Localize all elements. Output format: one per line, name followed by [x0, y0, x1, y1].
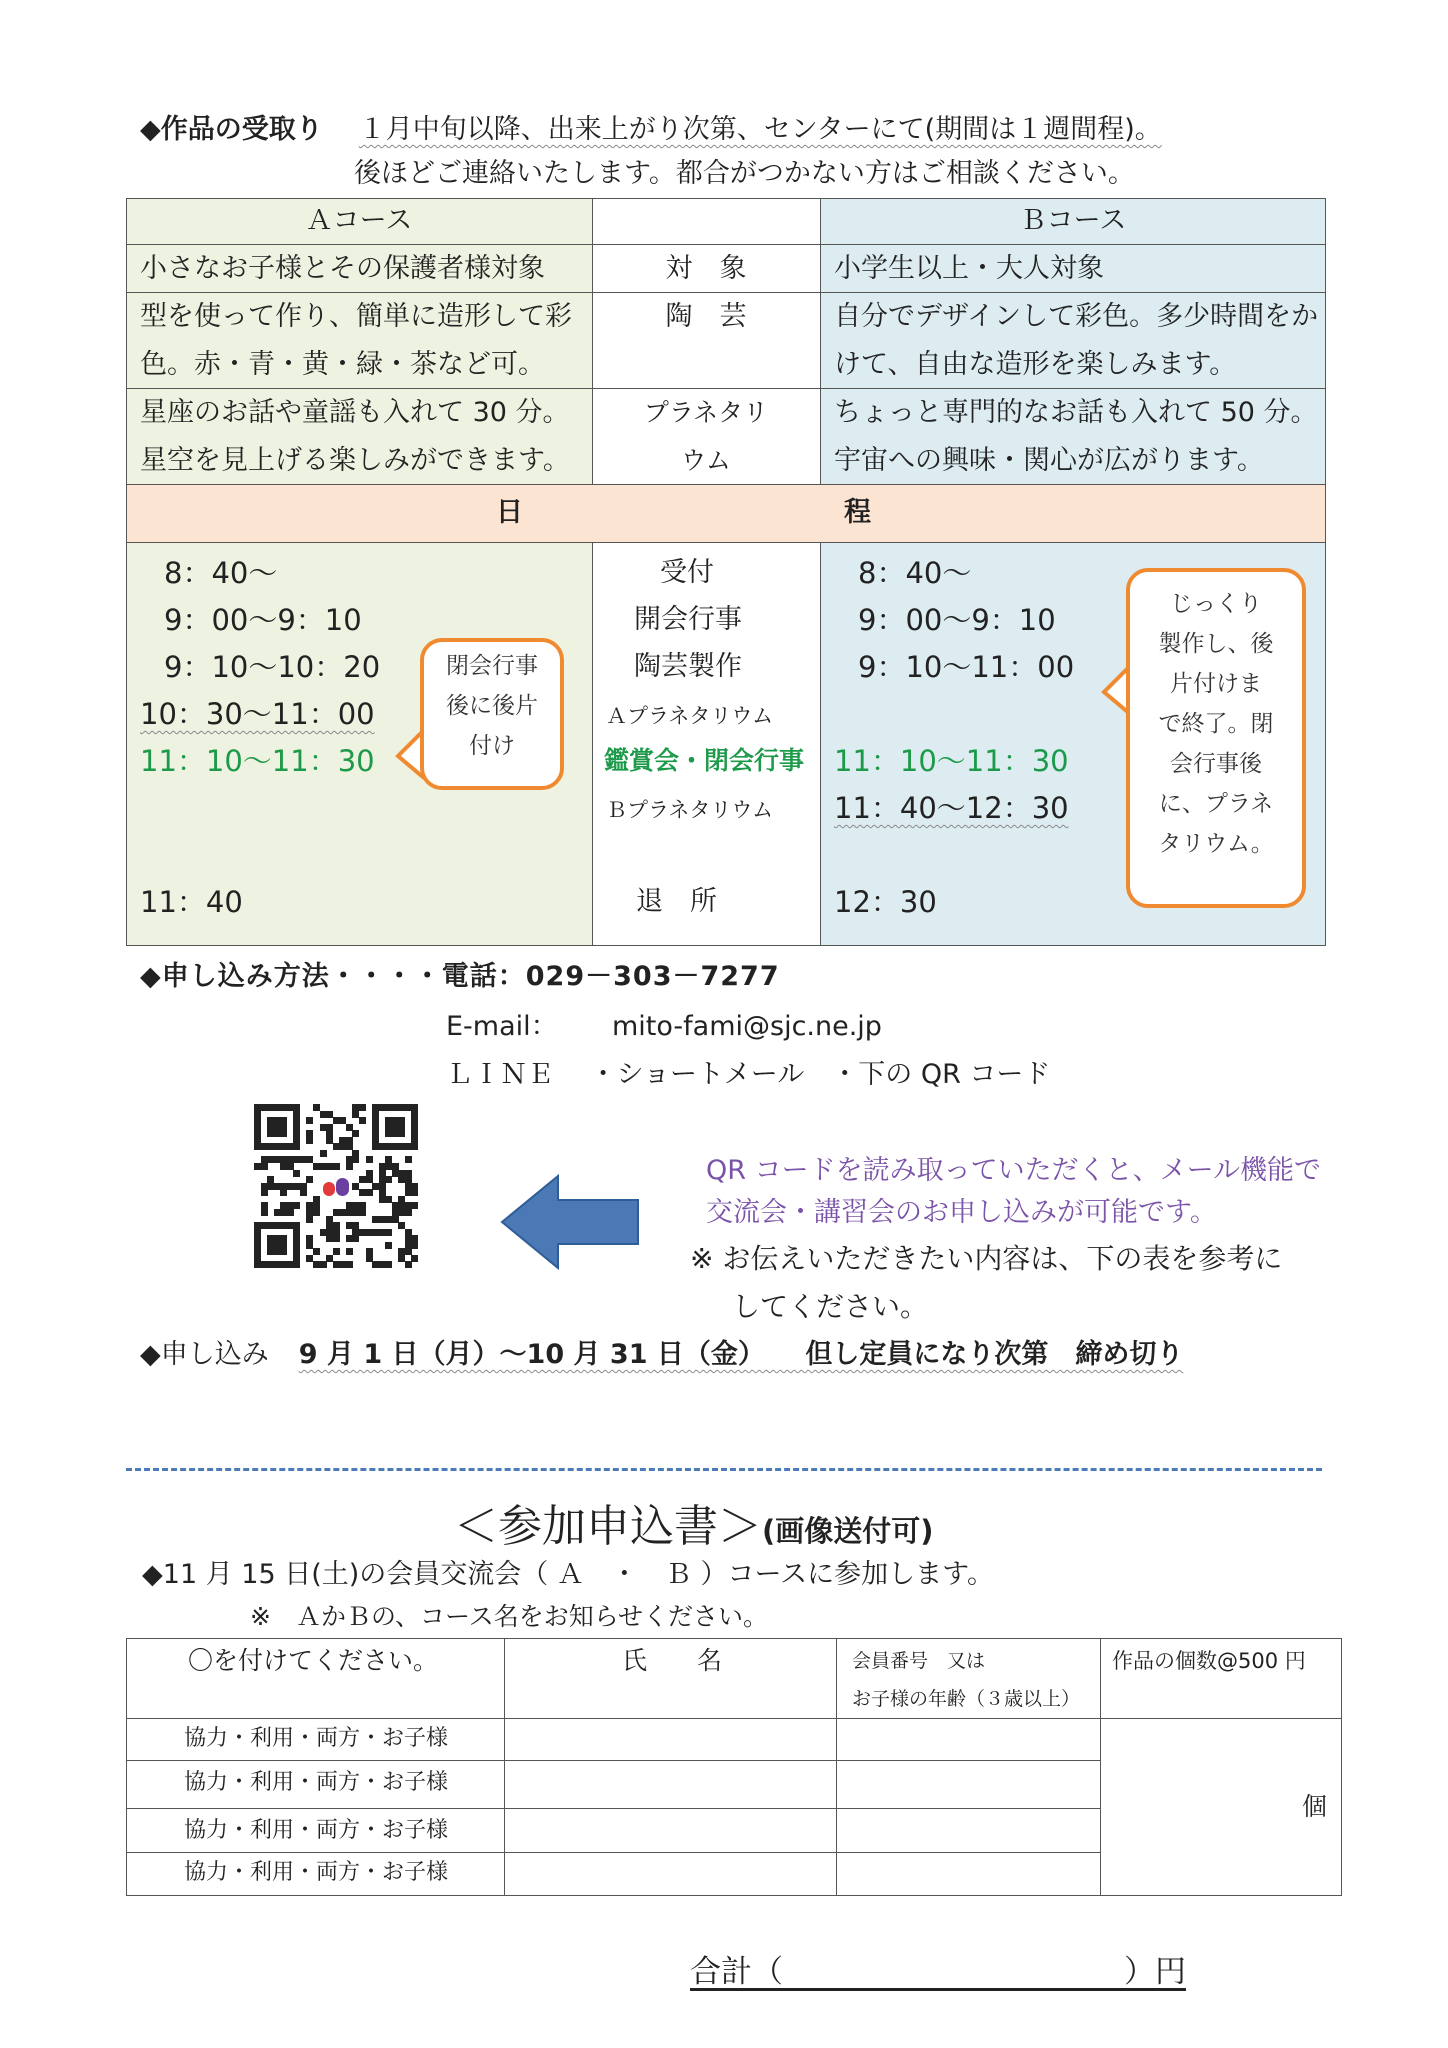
- qr-module: [352, 1156, 359, 1163]
- label-target: 対 象: [665, 253, 747, 284]
- b-planetarium-2: 宇宙への興味・関心が広がります。: [834, 445, 1264, 476]
- qr-module: [405, 1261, 412, 1268]
- application-form-table: [126, 1638, 1342, 1896]
- qr-module: [333, 1163, 340, 1170]
- qr-module: [346, 1248, 353, 1255]
- b-pottery-1: 自分でデザインして彩色。多少時間をか: [834, 301, 1319, 332]
- qr-module: [405, 1156, 412, 1163]
- qr-module: [385, 1242, 392, 1249]
- a-time-6: 11：40: [140, 885, 243, 919]
- pickup-line2: 後ほどご連絡いたします。都合がつかない方はご相談ください。: [354, 158, 1135, 189]
- apply-email[interactable]: mito-fami@sjc.ne.jp: [612, 1011, 882, 1042]
- apply-period-label: ◆申し込み: [140, 1339, 269, 1370]
- a-target: 小さなお子様とその保護者様対象: [140, 253, 545, 284]
- callout-b: [1126, 568, 1316, 908]
- pickup-line1: [140, 113, 1162, 147]
- callout-a-line3: 付け: [469, 733, 515, 759]
- form-col-member-2: お子様の年齢（３歳以上）: [852, 1688, 1081, 1710]
- form-col-circle: 〇を付けてください。: [188, 1646, 439, 1675]
- qr-module: [320, 1261, 327, 1268]
- callout-a-line2: 後に後片: [446, 693, 538, 719]
- qr-module: [293, 1143, 300, 1150]
- form-col-name: 氏 名: [622, 1646, 723, 1675]
- schedule-header-right: 程: [844, 497, 871, 528]
- a-column-bg: [126, 198, 592, 484]
- qr-module: [280, 1248, 287, 1255]
- callout-b-line5: 会行事後: [1170, 751, 1262, 777]
- callout-a: [420, 638, 572, 798]
- callout-b-line2: 製作し、後: [1158, 631, 1274, 657]
- a-time-4: 10：30～11：00: [140, 697, 375, 731]
- qr-module: [359, 1209, 366, 1216]
- qr-module: [306, 1117, 313, 1124]
- qr-module: [398, 1130, 405, 1137]
- qr-module: [366, 1156, 373, 1163]
- arrow-left-icon: [500, 1174, 642, 1270]
- qr-module: [411, 1242, 418, 1249]
- callout-b-line4: で終了。閉: [1158, 711, 1274, 737]
- form-total[interactable]: 合計（ ）円: [690, 1954, 1186, 1990]
- qr-note-1: QR コードを読み取っていただくと、メール機能で: [706, 1155, 1322, 1186]
- a-time-1: 8：40～: [164, 556, 278, 590]
- qr-module: [385, 1176, 392, 1183]
- apply-phone: ◆申し込み方法・・・・電話：029－303－7277: [140, 961, 780, 992]
- form-col-count: 作品の個数@500 円: [1112, 1649, 1306, 1673]
- mid-pottery: 陶芸製作: [634, 651, 742, 682]
- callout-b-line7: タリウム。: [1158, 831, 1274, 857]
- qr-module: [352, 1235, 359, 1242]
- form-line1: ◆11 月 15 日(土)の会員交流会（ Ａ ・ Ｂ ）コースに参加します。: [142, 1559, 994, 1590]
- qr-module: [346, 1261, 353, 1268]
- a-planetarium-2: 星空を見上げる楽しみができます。: [140, 445, 570, 476]
- mid-opening: 開会行事: [634, 604, 742, 635]
- b-time-4: 11：10～11：30: [834, 744, 1069, 778]
- pickup-label: ◆作品の受取り: [140, 114, 323, 145]
- course-table: [126, 198, 1326, 946]
- note-1: ※ お伝えいただきたい内容は、下の表を参考に: [690, 1242, 1283, 1275]
- qr-module: [359, 1104, 366, 1111]
- form-col-member-1: 会員番号 又は: [852, 1650, 986, 1672]
- apply-period-line: [140, 1338, 1183, 1372]
- qr-module: [320, 1150, 327, 1157]
- qr-module: [333, 1235, 340, 1242]
- qr-module: [385, 1261, 392, 1268]
- form-row-1-label[interactable]: 協力・利用・両方・お子様: [184, 1726, 449, 1751]
- callout-b-line3: 片付けま: [1170, 671, 1262, 697]
- b-time-5: 11：40～12：30: [834, 791, 1069, 825]
- qr-module: [313, 1248, 320, 1255]
- form-row-2-label[interactable]: 協力・利用・両方・お子様: [184, 1770, 449, 1795]
- form-title: ＜参加申込書＞: [454, 1501, 762, 1552]
- qr-module: [411, 1202, 418, 1209]
- a-time-5: 11：10～11：30: [140, 744, 375, 778]
- qr-module: [306, 1137, 313, 1144]
- apply-other: ＬＩＮＥ ・ショートメール ・下の QR コード: [446, 1059, 1051, 1090]
- a-time-3: 9：10～10：20: [164, 650, 381, 684]
- mid-exit: 退 所: [636, 886, 717, 917]
- b-column-bg: [820, 198, 1326, 484]
- a-planetarium-1: 星座のお話や童謡も入れて 30 分。: [140, 397, 570, 428]
- qr-module: [287, 1209, 294, 1216]
- a-pottery-1: 型を使って作り、簡単に造形して彩: [140, 301, 572, 332]
- note-2: してください。: [732, 1290, 929, 1323]
- form-count-unit: 個: [1302, 1792, 1328, 1821]
- mid-closing: 鑑賞会・閉会行事: [604, 746, 805, 775]
- label-planetarium-1: プラネタリ: [643, 398, 769, 427]
- b-target: 小学生以上・大人対象: [834, 253, 1104, 284]
- cut-line: [126, 1468, 1322, 1471]
- qr-note-2: 交流会・講習会のお申し込みが可能です。: [706, 1197, 1217, 1228]
- qr-module: [405, 1209, 412, 1216]
- qr-module: [293, 1170, 300, 1177]
- qr-module: [280, 1189, 287, 1196]
- qr-module: [411, 1255, 418, 1262]
- b-time-6: 12：30: [834, 885, 937, 919]
- header-b-course: Ｂコース: [1019, 205, 1127, 236]
- qr-module: [300, 1189, 307, 1196]
- qr-module: [411, 1189, 418, 1196]
- qr-module: [261, 1189, 268, 1196]
- form-title-line: [454, 1500, 934, 1554]
- b-pottery-2: けて、自由な造形を楽しみます。: [834, 349, 1237, 380]
- callout-b-line1: じっくり: [1170, 591, 1262, 617]
- qr-module: [385, 1229, 392, 1236]
- qr-module: [366, 1189, 373, 1196]
- qr-code[interactable]: [254, 1104, 418, 1268]
- qr-module: [280, 1130, 287, 1137]
- mid-reception: 受付: [660, 557, 714, 588]
- qr-module: [333, 1248, 340, 1255]
- form-title-note: (画像送付可): [762, 1514, 934, 1548]
- schedule-header-left: 日: [496, 497, 523, 528]
- callout-b-box: [1126, 568, 1306, 908]
- qr-module: [306, 1216, 313, 1223]
- a-time-2: 9：00～9：10: [164, 603, 362, 637]
- form-row-1-member[interactable]: [838, 1720, 1098, 1758]
- qr-logo-icon: [320, 1170, 352, 1202]
- mid-b-planetarium: Ｂプラネタリウム: [606, 798, 774, 822]
- qr-module: [346, 1163, 353, 1170]
- qr-module: [293, 1261, 300, 1268]
- callout-a-line1: 閉会行事: [446, 653, 538, 679]
- schedule-header-bg: [126, 484, 1326, 542]
- qr-module: [261, 1209, 268, 1216]
- form-row-4-label[interactable]: 協力・利用・両方・お子様: [184, 1860, 449, 1885]
- qr-module: [359, 1117, 366, 1124]
- apply-period: 9 月 1 日（月）～10 月 31 日（金） 但し定員になり次第 締め切り: [298, 1339, 1184, 1370]
- qr-module: [306, 1176, 313, 1183]
- label-pottery: 陶 芸: [665, 301, 747, 332]
- b-planetarium-1: ちょっと専門的なお話も入れて 50 分。: [834, 397, 1318, 428]
- qr-module: [261, 1163, 268, 1170]
- mid-a-planetarium: Ａプラネタリウム: [606, 704, 774, 728]
- pickup-text1: １月中旬以降、出来上がり次第、センターにて(期間は１週間程)。: [358, 114, 1162, 145]
- qr-module: [352, 1130, 359, 1137]
- form-row-3-label[interactable]: 協力・利用・両方・お子様: [184, 1818, 449, 1843]
- b-time-3: 9：10～11：00: [858, 650, 1075, 684]
- b-time-1: 8：40～: [858, 556, 972, 590]
- callout-b-line6: に、プラネ: [1158, 791, 1274, 817]
- form-row-1-name[interactable]: [506, 1720, 834, 1758]
- label-planetarium-2: ウム: [681, 446, 731, 475]
- qr-module: [411, 1143, 418, 1150]
- form-line2: ※ ＡかＢの、コース名をお知らせください。: [250, 1602, 768, 1631]
- apply-email-label: E-mail：: [446, 1011, 558, 1042]
- qr-module: [293, 1202, 300, 1209]
- a-pottery-2: 色。赤・青・黄・緑・茶など可。: [140, 349, 545, 380]
- callout-a-box: [420, 638, 564, 790]
- qr-module: [313, 1209, 320, 1216]
- b-time-2: 9：00～9：10: [858, 603, 1056, 637]
- header-a-course: Ａコース: [305, 205, 413, 236]
